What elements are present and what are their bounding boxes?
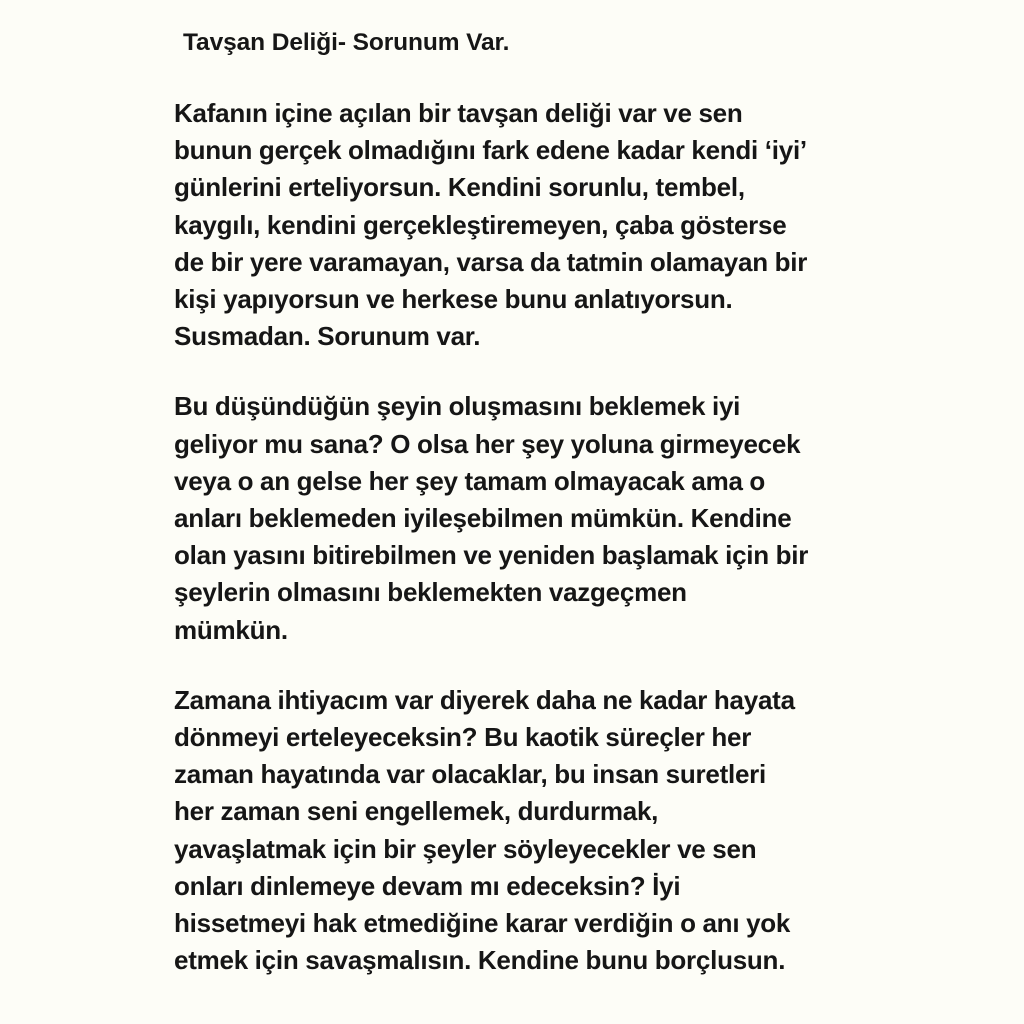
document-body (174, 26, 846, 979)
text-line: her zaman seni engellemek, durdurmak, (174, 796, 659, 827)
text-line: de bir yere varamayan, varsa da tatmin olamayan bir (174, 246, 808, 277)
text-line: onları dinlemeye devam mı edeceksin? İyi (174, 870, 681, 901)
text-line: mümkün. (174, 614, 288, 645)
paragraph-1 (174, 95, 846, 355)
text-line: yavaşlatmak için bir şeyler söyleyecekler ve sen (174, 833, 757, 864)
text-line: geliyor mu sana? O olsa her şey yoluna girmeyecek (174, 428, 801, 459)
paragraph-2 (174, 388, 846, 648)
text-line: Bu düşündüğün şeyin oluşmasını beklemek iyi (174, 391, 741, 422)
text-line: olan yasını bitirebilmen ve yeniden başlamak için bir (174, 540, 809, 571)
text-line: günlerini erteliyorsun. Kendini sorunlu, tembel, (174, 172, 745, 203)
text-line: etmek için savaşmalısın. Kendine bunu borçlusun. (174, 945, 786, 976)
text-line: zaman hayatında var olacaklar, bu insan suretleri (174, 759, 767, 790)
text-line: bunun gerçek olmadığını fark edene kadar kendi ‘iyi’ (174, 135, 807, 166)
text-line: kaygılı, kendini gerçekleştiremeyen, çaba gösterse (174, 209, 787, 240)
page-title: Tavşan Deliği- Sorunum Var. (183, 29, 510, 56)
text-line: anları beklemeden iyileşebilmen mümkün. Kendine (174, 503, 792, 534)
text-line: veya o an gelse her şey tamam olmayacak ama o (174, 465, 766, 496)
text-line: şeylerin olmasını beklemekten vazgeçmen (174, 577, 687, 608)
text-line: Susmadan. Sorunum var. (174, 321, 481, 352)
paragraph-3 (174, 682, 846, 980)
text-line: kişi yapıyorsun ve herkese bunu anlatıyorsun. (174, 284, 733, 315)
text-line: Kafanın içine açılan bir tavşan deliği var ve sen (174, 98, 743, 128)
text-line: Zamana ihtiyacım var diyerek daha ne kadar hayata (174, 684, 795, 715)
text-line: dönmeyi erteleyeceksin? Bu kaotik süreçler her (174, 722, 752, 753)
text-line: hissetmeyi hak etmediğine karar verdiğin o anı yok (174, 908, 791, 939)
